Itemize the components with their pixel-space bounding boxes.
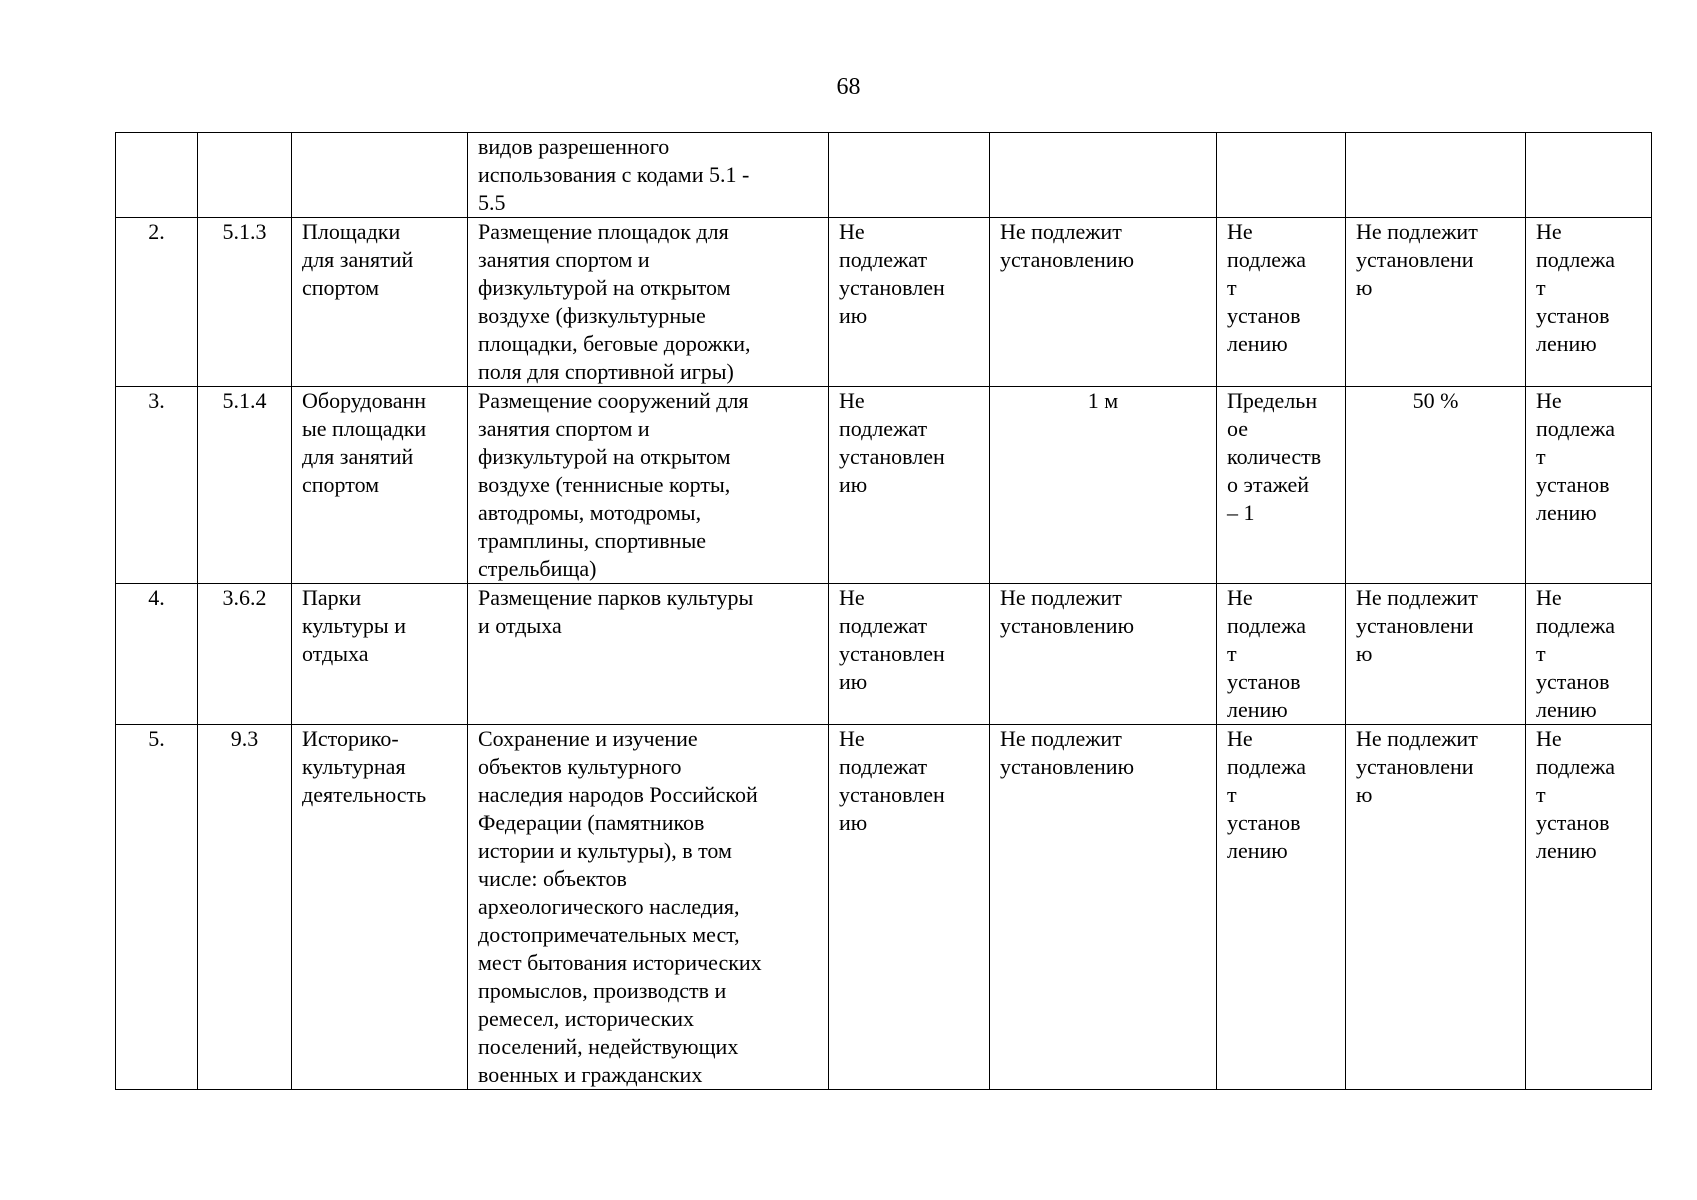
row-number-cell: 3.: [116, 387, 198, 584]
table-cell: Не подлежат установлен ию: [829, 584, 990, 725]
table-cell: Не подлежа т установ лению: [1217, 725, 1346, 1090]
table-cell: Не подлежа т установ лению: [1526, 218, 1652, 387]
table-cell: Не подлежа т установ лению: [1526, 387, 1652, 584]
table-row: [116, 387, 1652, 584]
use-name-cell: Оборудованн ые площадки для занятий спортом: [292, 387, 468, 584]
row-number-cell: 4.: [116, 584, 198, 725]
use-description-cell: Размещение площадок для занятия спортом и физкультурой на открытом воздухе (физкультурные площадки, беговые дорожки, поля для спортивной игры): [468, 218, 829, 387]
table-row: [116, 584, 1652, 725]
table-cell: Не подлежит установлению: [990, 725, 1217, 1090]
use-name-cell: [292, 133, 468, 218]
table-cell: [1526, 133, 1652, 218]
use-code-cell: 5.1.4: [198, 387, 292, 584]
row-number-cell: 2.: [116, 218, 198, 387]
table-row: [116, 725, 1652, 1090]
table-cell: Не подлежит установлени ю: [1346, 725, 1526, 1090]
table-cell: [829, 133, 990, 218]
table-cell: [990, 133, 1217, 218]
use-description-cell: Размещение парков культуры и отдыха: [468, 584, 829, 725]
use-description-cell: видов разрешенного использования с кодами 5.1 - 5.5: [468, 133, 829, 218]
table-cell: Не подлежит установлени ю: [1346, 584, 1526, 725]
table-cell: Не подлежит установлению: [990, 218, 1217, 387]
row-number-cell: 5.: [116, 725, 198, 1090]
table-cell: Не подлежа т установ лению: [1217, 218, 1346, 387]
table-cell: [1346, 133, 1526, 218]
table-cell: Не подлежат установлен ию: [829, 218, 990, 387]
use-code-cell: 5.1.3: [198, 218, 292, 387]
use-name-cell: Историко- культурная деятельность: [292, 725, 468, 1090]
row-number-cell: [116, 133, 198, 218]
table-row: [116, 133, 1652, 218]
table-row: [116, 218, 1652, 387]
page-number: 68: [836, 74, 861, 100]
table-cell: Не подлежит установлению: [990, 584, 1217, 725]
use-code-cell: [198, 133, 292, 218]
table-cell: Не подлежа т установ лению: [1526, 725, 1652, 1090]
table-cell: Не подлежа т установ лению: [1526, 584, 1652, 725]
table-cell: Не подлежат установлен ию: [829, 725, 990, 1090]
regulations-table: [115, 132, 1652, 1090]
table-cell: Предельн ое количеств о этажей – 1: [1217, 387, 1346, 584]
use-name-cell: Площадки для занятий спортом: [292, 218, 468, 387]
table-cell: Не подлежат установлен ию: [829, 387, 990, 584]
use-description-cell: Сохранение и изучение объектов культурного наследия народов Российской Федерации (памятников истории и культуры), в том числе: объектов археологического наследия, достопримечательных мест, мест бытования исторических промыслов, производств и ремесел, исторических поселений, недействующих военных и гражданских: [468, 725, 829, 1090]
table-cell: [1217, 133, 1346, 218]
use-description-cell: Размещение сооружений для занятия спортом и физкультурой на открытом воздухе (теннисные корты, автодромы, мотодромы, трамплины, спортивные стрельбища): [468, 387, 829, 584]
table-cell: 50 %: [1346, 387, 1526, 584]
table-cell: Не подлежит установлени ю: [1346, 218, 1526, 387]
use-name-cell: Парки культуры и отдыха: [292, 584, 468, 725]
table-cell: Не подлежа т установ лению: [1217, 584, 1346, 725]
table-cell: 1 м: [990, 387, 1217, 584]
use-code-cell: 9.3: [198, 725, 292, 1090]
use-code-cell: 3.6.2: [198, 584, 292, 725]
